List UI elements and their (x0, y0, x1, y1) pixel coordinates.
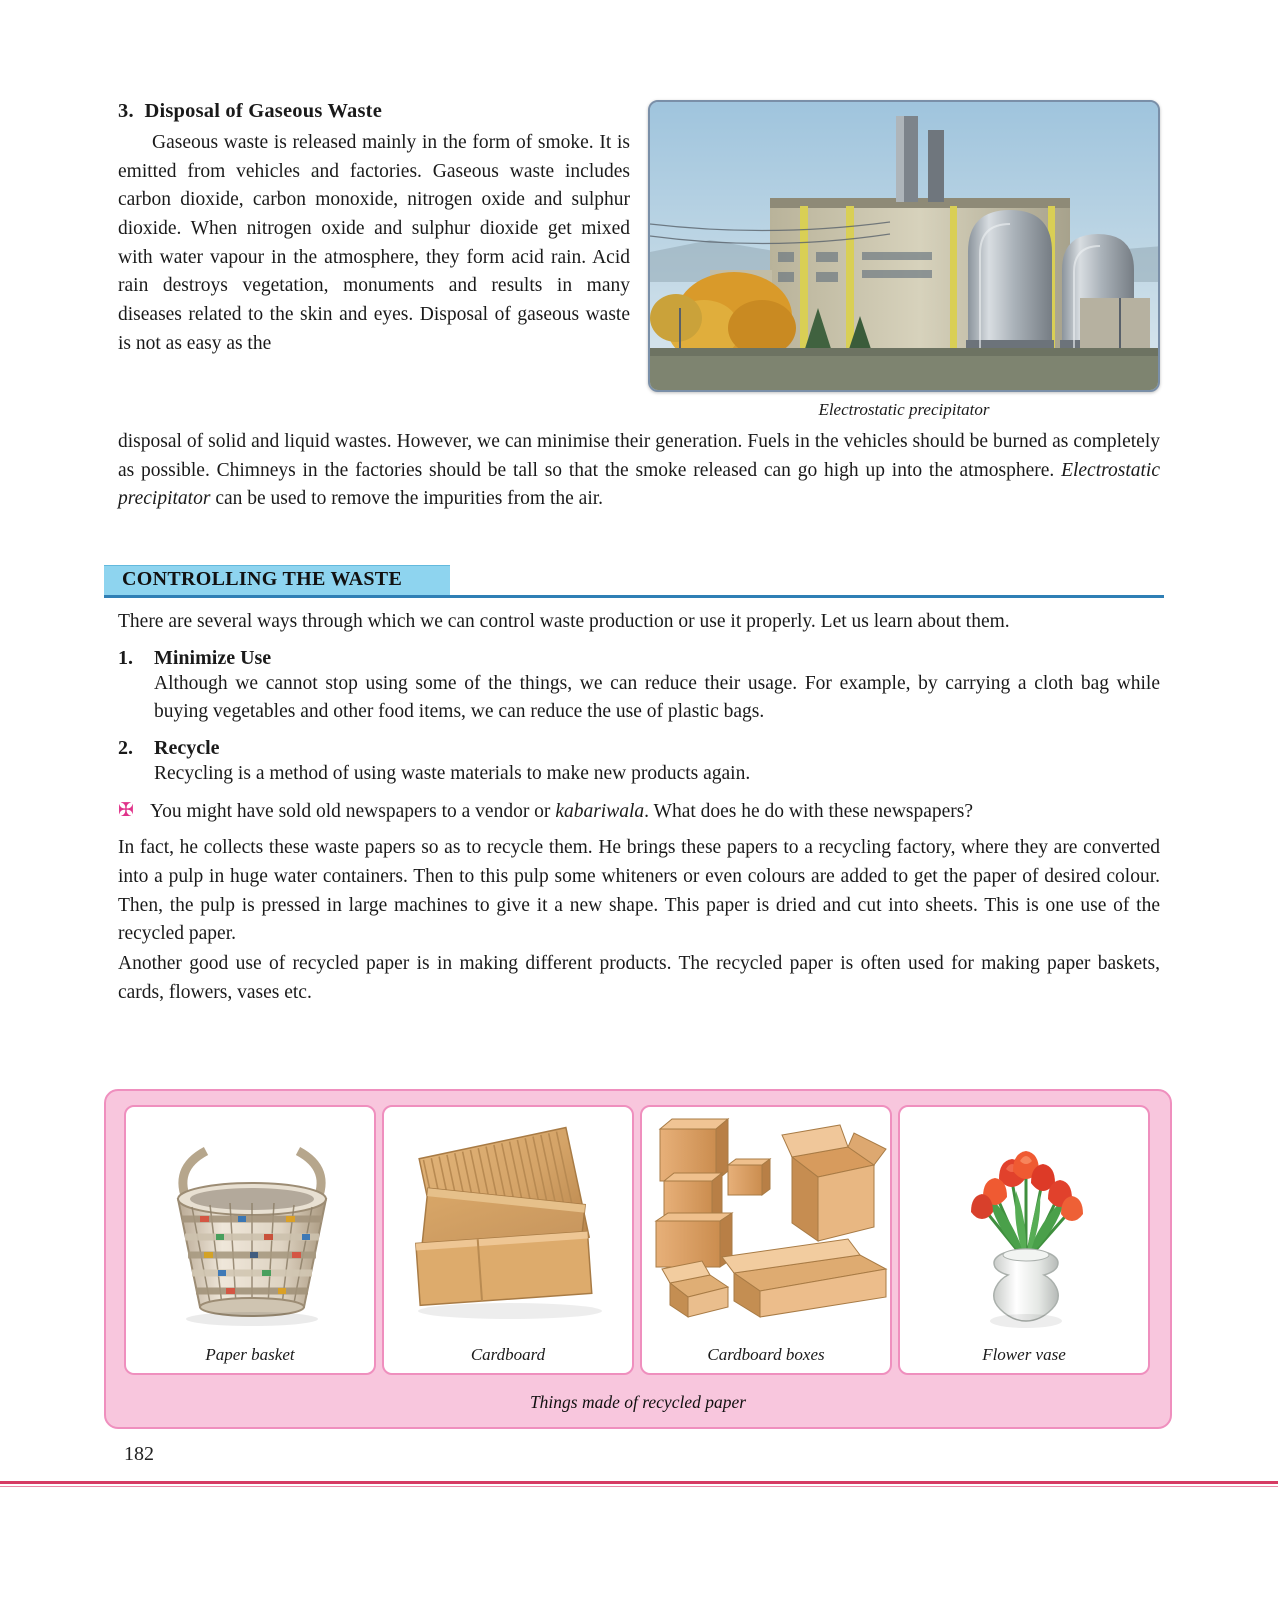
question-text-before: You might have sold old newspapers to a vendor or (150, 800, 556, 822)
list-number-2: 2. (118, 736, 133, 759)
section-banner-controlling-the-waste (104, 565, 1164, 601)
section-disposal-gaseous-waste (118, 100, 1160, 514)
page-number: 182 (124, 1443, 154, 1465)
footer-rule-secondary (0, 1486, 1278, 1487)
question-text-after: . What does he do with these newspapers? (644, 800, 974, 822)
figure-label-cardboard: Cardboard (470, 1345, 546, 1364)
list-text-1: Although we cannot stop using some of the things, we can reduce their usage. For example, by carrying a cloth bag while buying vegetables and other food items, we can reduce the use of plastic bags. (154, 672, 1160, 723)
para-text-b: can be used to remove the impurities from the air. (210, 488, 604, 510)
list-text-2: Recycling is a method of using waste materials to make new products again. (154, 762, 751, 784)
recycled-paper-figure-panel (104, 1089, 1172, 1429)
controlling-intro: There are several ways through which we can control waste production or use it properly. Let us learn about them. (118, 611, 1010, 632)
figure-label-cardboard-boxes: Cardboard boxes (707, 1345, 825, 1364)
cardboard-sheets-image (384, 1111, 632, 1333)
list-title-1: Minimize Use (154, 646, 272, 669)
figure-cell-paper-basket (124, 1105, 376, 1375)
section-heading-title: Disposal of Gaseous Waste (144, 100, 382, 122)
para-text-italic: Electrostatic precipitator (118, 459, 1160, 510)
figure-cell-cardboard (382, 1105, 634, 1375)
footer-rule-primary (0, 1481, 1278, 1484)
figure-cell-flower-vase (898, 1105, 1150, 1375)
list-item-recycle (118, 737, 1160, 760)
cross-bullet-icon: ✠ (118, 799, 134, 821)
figure-label-flower-vase: Flower vase (982, 1345, 1066, 1364)
flower-vase-image (900, 1111, 1148, 1333)
list-number-1: 1. (118, 646, 133, 669)
paragraph-recycled-products: Another good use of recycled paper is in making different products. The recycled paper is often used for making paper baskets, cards, flowers, vases etc. (118, 952, 1160, 1003)
banner-rule (104, 595, 1164, 598)
list-item-minimize-use (118, 647, 1160, 670)
figure-row (124, 1105, 1150, 1375)
recycling-explanation (118, 834, 1160, 1007)
controlling-the-waste-body (118, 608, 1160, 1008)
figure-panel-caption: Things made of recycled paper (529, 1392, 747, 1412)
para-text-a: disposal of solid and liquid wastes. However, we can minimise their generation. Fuels in the vehicles should be burned as completely as possible. Chimneys in the factories should be tall so that the smoke released can go high up into the atmosphere. (118, 431, 1160, 481)
figure-label-paper-basket: Paper basket (205, 1345, 295, 1364)
question-text-italic: kabariwala (555, 800, 645, 822)
paragraph-gaseous-waste: Gaseous waste is released mainly in the form of smoke. It is emitted from vehicles and factories. Gaseous waste includes carbon dioxide, carbon monoxide, nitrogen oxide and sulphur dioxide. When nitrogen oxide and sulphur dioxide get mixed with water vapour in the atmosphere, they form acid rain. Acid rain destroys vegetation, monuments and results in many diseases related to the skin and eyes. Disposal of gaseous waste is not as easy as the (118, 132, 630, 354)
paragraph-gaseous-waste-continued (118, 428, 1160, 514)
electrostatic-precipitator-photo (648, 100, 1160, 392)
paper-basket-image (126, 1111, 374, 1333)
figure-caption-precipitator: Electrostatic precipitator (818, 400, 990, 419)
electrostatic-precipitator-figure (648, 100, 1160, 420)
cardboard-boxes-image (642, 1111, 890, 1333)
banner-title: CONTROLLING THE WASTE (122, 568, 403, 590)
paragraph-recycling-process: In fact, he collects these waste papers so as to recycle them. He brings these papers to a recycling factory, where they are converted into a pulp in huge water containers. Then to this pulp some whiteners or even colours are added to get the paper of desired colour. Then, the pulp is pressed in large machines to give it a new shape. This paper is dried and cut into sheets. This is one use of the recycled paper. (118, 837, 1160, 945)
question-text (150, 798, 1160, 827)
figure-cell-cardboard-boxes (640, 1105, 892, 1375)
list-title-2: Recycle (154, 736, 220, 759)
section-heading-number: 3. (118, 100, 134, 122)
question-bullet (118, 798, 1160, 827)
